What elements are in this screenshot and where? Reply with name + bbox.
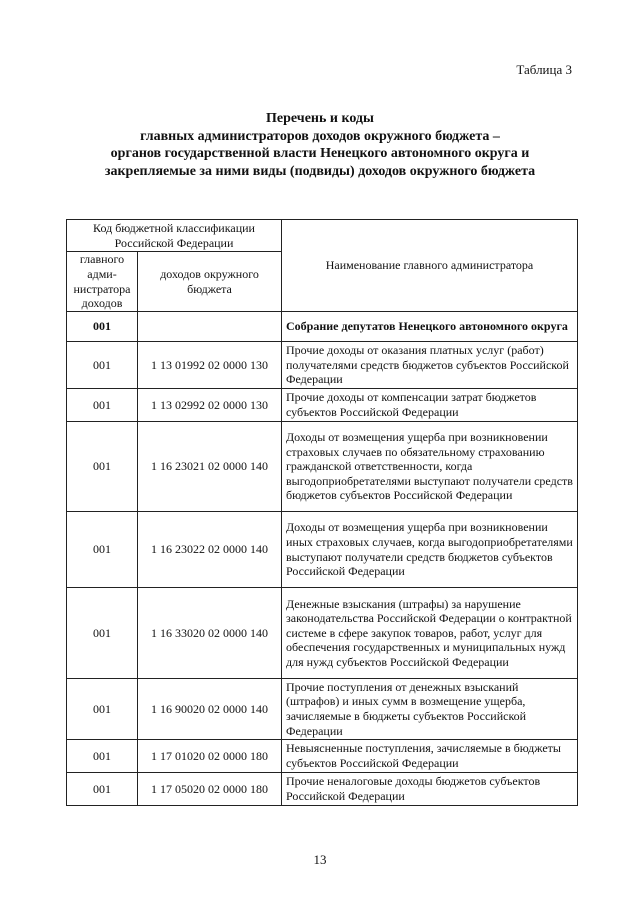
income-code-cell: 1 16 90020 02 0000 140 [138,679,282,740]
table-row [67,342,578,389]
header-admin-name: Наименование главного администратора [282,220,578,312]
admin-code-cell: 001 [67,588,138,679]
table-label: Таблица 3 [516,62,572,77]
admin-code-cell: 001 [67,512,138,588]
admin-code-cell: 001 [67,312,138,342]
admin-name-cell: Прочие поступления от денежных взысканий (штрафов) и иных сумм в возмещение ущерба, зачисляемые в бюджеты субъектов Российской Федерации [282,679,578,740]
admin-name-cell: Прочие доходы от оказания платных услуг (работ) получателями средств бюджетов субъектов Российской Федерации [282,342,578,389]
admin-code-cell: 001 [67,740,138,773]
table-row [67,312,578,342]
admin-name-cell: Собрание депутатов Ненецкого автономного округа [282,312,578,342]
income-codes-table [66,219,578,806]
title-line: органов государственной власти Ненецкого автономного округа и [110,146,530,161]
table-row [67,740,578,773]
income-code-cell: 1 17 05020 02 0000 180 [138,773,282,806]
header-income-code: доходов окружного бюджета [138,252,282,312]
admin-code-cell: 001 [67,773,138,806]
income-code-cell: 1 13 01992 02 0000 130 [138,342,282,389]
admin-code-cell: 001 [67,342,138,389]
income-code-cell: 1 16 23022 02 0000 140 [138,512,282,588]
header-admin-code: главного адми-нистратора доходов [67,252,138,312]
admin-name-cell: Прочие неналоговые доходы бюджетов субъектов Российской Федерации [282,773,578,806]
table-row [67,389,578,422]
table-body [67,312,578,806]
admin-code-cell: 001 [67,679,138,740]
table-row [67,679,578,740]
title-line: Перечень и коды [266,111,374,126]
admin-name-cell: Денежные взыскания (штрафы) за нарушение законодательства Российской Федерации о контрактной системе в сфере закупок товаров, работ, услуг для обеспечения государственных и муниципальных нужд для нужд субъектов Российской Федерации [282,588,578,679]
table-row [67,512,578,588]
admin-name-cell: Прочие доходы от компенсации затрат бюджетов субъектов Российской Федерации [282,389,578,422]
income-code-cell: 1 13 02992 02 0000 130 [138,389,282,422]
admin-name-cell: Доходы от возмещения ущерба при возникновении страховых случаев по обязательному страхованию гражданской ответственности, когда выгодоприобретателями выступают получатели средств бюджетов субъектов Российской Федерации [282,422,578,512]
admin-name-cell: Доходы от возмещения ущерба при возникновении иных страховых случаев, когда выгодоприобретателями выступают получатели средств бюджетов субъектов Российской Федерации [282,512,578,588]
title-line: закрепляемые за ними виды (подвиды) доходов окружного бюджета [104,163,536,179]
table-row [67,588,578,679]
table-row [67,773,578,806]
income-code-cell: 1 16 23021 02 0000 140 [138,422,282,512]
page-number: 13 [313,852,327,867]
income-code-cell: 1 16 33020 02 0000 140 [138,588,282,679]
admin-code-cell: 001 [67,389,138,422]
header-classification-code: Код бюджетной классификации Российской Федерации [67,220,282,252]
admin-name-cell: Невыясненные поступления, зачисляемые в бюджеты субъектов Российской Федерации [282,740,578,773]
income-code-cell [138,312,282,342]
table-row [67,422,578,512]
title-line: главных администраторов доходов окружного бюджета – [140,128,500,144]
income-code-cell: 1 17 01020 02 0000 180 [138,740,282,773]
admin-code-cell: 001 [67,422,138,512]
document-title [60,110,580,180]
